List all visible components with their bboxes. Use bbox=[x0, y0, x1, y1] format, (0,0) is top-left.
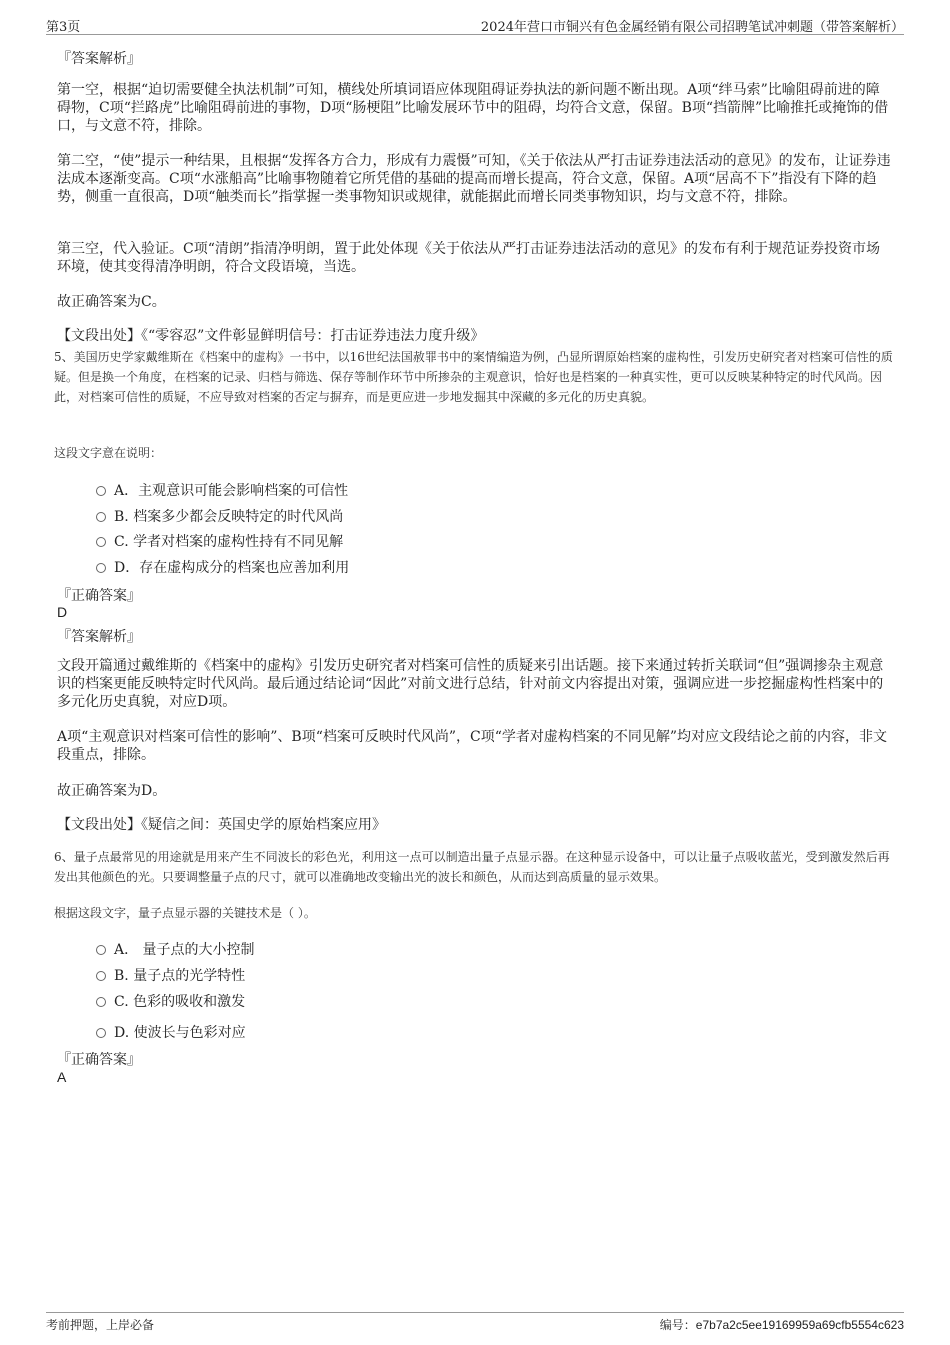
document-title: 2024年营口市铜兴有色金属经销有限公司招聘笔试冲刺题（带答案解析） bbox=[480, 20, 904, 35]
q5-analysis-label: 『答案解析』 bbox=[57, 629, 141, 645]
source-citation: 【文段出处】《“零容忍”文件彰显鲜明信号：打击证券违法力度升级》 bbox=[57, 328, 485, 344]
q6-answer-value: A bbox=[57, 1069, 67, 1085]
radio-icon[interactable] bbox=[96, 486, 106, 496]
question-6-text: 6、量子点最常见的用途就是用来产生不同波长的彩色光，利用这一点可以制造出量子点显示器。在这种显示设备中，可以让量子点吸收蓝光，受到激发然后再发出其他颜色的光。只要调整量子点的尺寸，就可以准确地改变输出光的波长和颜色，从而达到高质量的显示效果。 bbox=[54, 850, 890, 884]
q6-option-c[interactable]: C. 色彩的吸收和激发 bbox=[96, 991, 245, 1011]
q5-analysis-paragraph-2: A项“主观意识对档案可信性的影响”、B项“档案可反映时代风尚”，C项“学者对虚构档案的不同见解”均对应文段结论之前的内容，非文段重点，排除。 bbox=[57, 729, 888, 763]
q5-option-b[interactable]: B. 档案多少都会反映特定的时代风尚 bbox=[96, 506, 343, 526]
q5-answer-label: 『正确答案』 bbox=[57, 588, 141, 604]
answer-conclusion: 故正确答案为C。 bbox=[57, 294, 166, 310]
radio-icon[interactable] bbox=[96, 945, 106, 955]
radio-icon[interactable] bbox=[96, 971, 106, 981]
code-value: e7b7a2c5ee19169959a69cfb5554c623 bbox=[695, 1318, 904, 1332]
q5-option-c[interactable]: C. 学者对档案的虚构性持有不同见解 bbox=[96, 531, 343, 551]
radio-icon[interactable] bbox=[96, 997, 106, 1007]
analysis-paragraph-2: 第二空，“使”提示一种结果，且根据“发挥各方合力，形成有力震慑”可知，《关于依法从严打击证券违法活动的意见》的发布，让证券违法成本逐渐变高。C项“水涨船高”比喻事物随着它所凭借的基础的提高而增长提高，符合文意，保留。A项“居高不下”指没有下降的趋势，侧重一直很高，D项“触类而长”指掌握一类事物知识或规律，就能据此而增长同类事物知识，均与文意不符，排除。 bbox=[57, 153, 891, 205]
q5-option-d[interactable]: D．存在虚构成分的档案也应善加利用 bbox=[96, 557, 349, 577]
q5-answer-value: D bbox=[57, 604, 68, 620]
question-5-prompt: 这段文字意在说明： bbox=[54, 446, 163, 460]
q6-option-b[interactable]: B. 量子点的光学特性 bbox=[96, 965, 245, 985]
radio-icon[interactable] bbox=[96, 1028, 106, 1038]
q6-option-d[interactable]: D. 使波长与色彩对应 bbox=[96, 1022, 246, 1042]
q5-analysis-paragraph-1: 文段开篇通过戴维斯的《档案中的虚构》引发历史研究者对档案可信性的质疑来引出话题。接下来通过转折关联词“但”强调掺杂主观意识的档案更能反映特定时代风尚。最后通过结论词“因此”对前文进行总结，针对前文内容提出对策，强调应进一步挖掘虚构性档案中的多元化历史真貌，对应D项。 bbox=[57, 658, 884, 710]
q5-option-a[interactable]: A．主观意识可能会影响档案的可信性 bbox=[96, 480, 348, 500]
code-label: 编号： bbox=[659, 1318, 696, 1332]
q5-source-citation: 【文段出处】《疑信之间：英国史学的原始档案应用》 bbox=[57, 817, 386, 833]
analysis-paragraph-3: 第三空，代入验证。C项“清朗”指清净明朗，置于此处体现《关于依法从严打击证券违法活动的意见》的发布有利于规范证券投资市场环境，使其变得清净明朗，符合文段语境，当选。 bbox=[57, 241, 881, 275]
page-footer bbox=[46, 1312, 904, 1335]
question-6-prompt: 根据这段文字，量子点显示器的关键技术是（ ）。 bbox=[54, 906, 316, 920]
radio-icon[interactable] bbox=[96, 537, 106, 547]
radio-icon[interactable] bbox=[96, 512, 106, 522]
footer-note: 考前押题，上岸必备 bbox=[46, 1318, 155, 1332]
radio-icon[interactable] bbox=[96, 563, 106, 573]
question-5-text: 5、美国历史学家戴维斯在《档案中的虚构》一书中，以16世纪法国赦罪书中的案情编造为例，凸显所谓原始档案的虚构性，引发历史研究者对档案可信性的质疑。但是换一个角度，在档案的记录、归档与筛选、保存等制作环节中所掺杂的主观意识，恰好也是档案的一种真实性，更可以反映某种特定的时代风尚。因此，对档案可信性的质疑，不应导致对档案的否定与摒弃，而是更应进一步地发掘其中深藏的多元化的历史真貌。 bbox=[54, 350, 893, 404]
page-header bbox=[46, 14, 904, 35]
analysis-paragraph-1: 第一空，根据“迫切需要健全执法机制”可知，横线处所填词语应体现阻碍证券执法的新问题不断出现。A项“绊马索”比喻阻碍前进的障碍物，C项“拦路虎”比喻阻碍前进的事物，D项“肠梗阻”比喻发展环节中的阻碍，均符合文意，保留。B项“挡箭牌”比喻推托或掩饰的借口，与文意不符，排除。 bbox=[57, 82, 889, 134]
document-code bbox=[660, 1316, 904, 1333]
analysis-label: 『答案解析』 bbox=[57, 51, 141, 67]
q5-conclusion: 故正确答案为D。 bbox=[57, 783, 167, 799]
page-number: 第3页 bbox=[46, 20, 81, 35]
q6-answer-label: 『正确答案』 bbox=[57, 1052, 141, 1068]
q6-option-a[interactable]: A． 量子点的大小控制 bbox=[96, 939, 255, 959]
